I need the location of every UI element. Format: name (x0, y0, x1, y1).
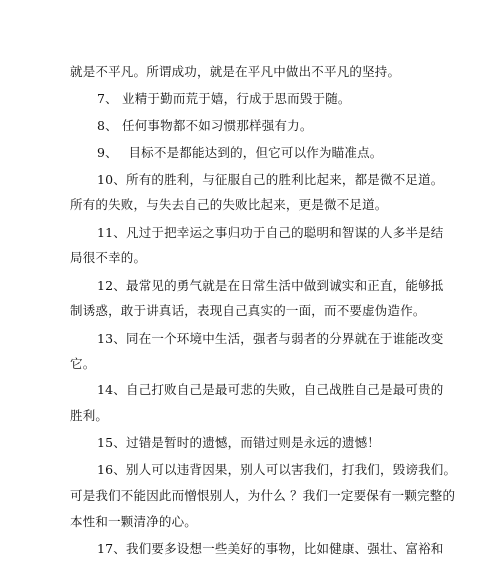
text-line: 13、同在一个环境中生活，强者与弱者的分界就在于谁能改变 (97, 331, 444, 346)
text-line: 11、凡过于把幸运之事归功于自己的聪明和智谋的人多半是结 (97, 225, 444, 240)
text-line: 本性和一颗清净的心。 (70, 514, 198, 529)
text-line: 制诱惑，敢于讲真话，表现自己真实的一面，而不要虚伪造作。 (70, 303, 426, 318)
text-line: 8、 任何事物都不如习惯那样强有力。 (97, 118, 313, 133)
text-line: 可是我们不能因此而憎恨别人，为什么 ？我们一定要保有一颗完整的 (70, 488, 456, 503)
text-line: 12、最常见的勇气就是在日常生活中做到诚实和正直，能够抵 (97, 278, 444, 293)
text-line: 所有的失败，与失去自己的失败比起来，更是微不足道。 (70, 197, 388, 212)
text-line: 9、 目标不是都能达到的，但它可以作为瞄准点。 (97, 145, 383, 160)
text-line: 就是不平凡。所谓成功，就是在平凡中做出不平凡的坚持。 (70, 64, 401, 79)
text-line: 17、我们要多设想一些美好的事物，比如健康、强壮、富裕和 (97, 541, 444, 556)
text-line: 16、别人可以违背因果，别人可以害我们，打我们，毁谤我们。 (97, 462, 457, 477)
text-line: 10、所有的胜利，与征服自己的胜利比起来，都是微不足道。 (97, 172, 444, 187)
text-line: 胜利。 (70, 408, 109, 423)
text-line: 15、过错是暂时的遗憾，而错过则是永远的遗憾！ (97, 435, 381, 450)
text-line: 14、自己打败自己是最可悲的失败，自己战胜自己是最可贵的 (97, 382, 444, 397)
text-line: 局很不幸的。 (70, 250, 147, 265)
text-line: 它。 (70, 356, 96, 371)
text-line: 7、 业精于勤而荒于嬉，行成于思而毁于随。 (97, 91, 351, 106)
